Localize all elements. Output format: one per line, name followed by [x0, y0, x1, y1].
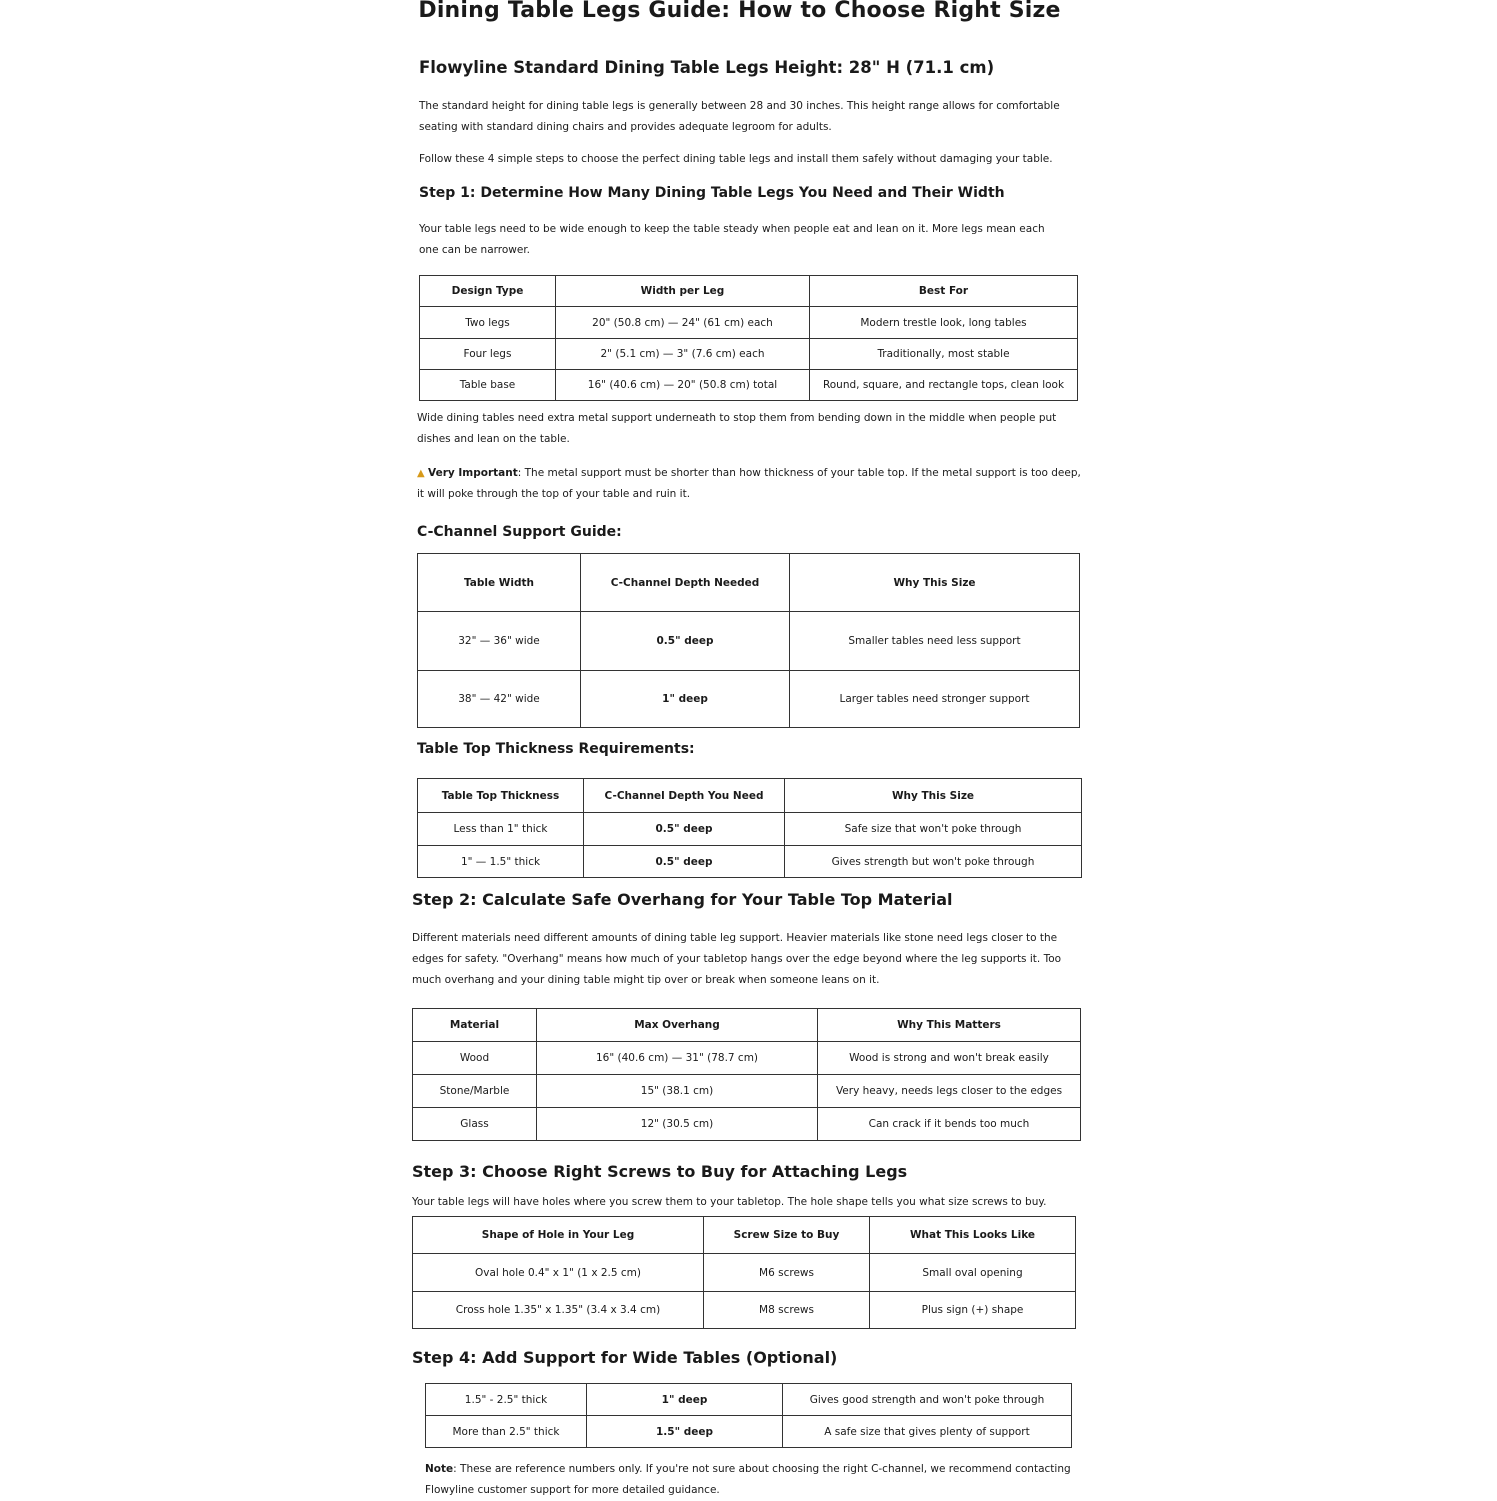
table-cell: 1.5" deep: [587, 1416, 783, 1448]
table-row: [418, 846, 1082, 878]
table-cell: 1.5" - 2.5" thick: [426, 1384, 587, 1416]
table-cell: Can crack if it bends too much: [818, 1108, 1081, 1141]
table-cell: Cross hole 1.35" x 1.35" (3.4 x 3.4 cm): [413, 1292, 704, 1329]
table-header: Screw Size to Buy: [704, 1217, 870, 1254]
table-row: [418, 612, 1080, 671]
table-cell: M6 screws: [704, 1254, 870, 1292]
table-cell: Smaller tables need less support: [790, 612, 1080, 671]
table-header: Why This Matters: [818, 1009, 1081, 1042]
table-row: [420, 307, 1078, 339]
table-cell: M8 screws: [704, 1292, 870, 1329]
table-cell: 38" — 42" wide: [418, 671, 581, 728]
table-cell: More than 2.5" thick: [426, 1416, 587, 1448]
table-cell: Larger tables need stronger support: [790, 671, 1080, 728]
thickness-heading: Table Top Thickness Requirements:: [417, 741, 695, 757]
table-header: Width per Leg: [556, 276, 810, 307]
table-row: [413, 1042, 1081, 1075]
screws-table: [412, 1216, 1076, 1329]
table-cell: 15" (38.1 cm): [537, 1075, 818, 1108]
intro-paragraph-1: The standard height for dining table legs is generally between 28 and 30 inches. This height range allows for comfortable seating with standard dining chairs and provides adequate legroom for adults.: [419, 100, 1060, 133]
warning-icon: ▲: [417, 468, 425, 479]
table-header: Why This Size: [785, 779, 1082, 813]
table-cell: 12" (30.5 cm): [537, 1108, 818, 1141]
warning-label: Very Important: [428, 467, 518, 479]
table-cell: 1" — 1.5" thick: [418, 846, 584, 878]
step3-heading: Step 3: Choose Right Screws to Buy for Attaching Legs: [412, 1162, 908, 1181]
wide-tables-text: Wide dining tables need extra metal support underneath to stop them from bending down in the middle when people put dishes and lean on the table.: [417, 412, 1057, 445]
table-cell: Four legs: [420, 339, 556, 370]
table-cell: 2" (5.1 cm) — 3" (7.6 cm) each: [556, 339, 810, 370]
table-header: Design Type: [420, 276, 556, 307]
table-row: [420, 370, 1078, 401]
table-row: [413, 1075, 1081, 1108]
table-header: Max Overhang: [537, 1009, 818, 1042]
table-cell: 32" — 36" wide: [418, 612, 581, 671]
table-header: C-Channel Depth Needed: [581, 554, 790, 612]
table-row: [426, 1384, 1072, 1416]
table-cell: Very heavy, needs legs closer to the edges: [818, 1075, 1081, 1108]
table-cell: Safe size that won't poke through: [785, 813, 1082, 846]
table-cell: Oval hole 0.4" x 1" (1 x 2.5 cm): [413, 1254, 704, 1292]
warning-text: : The metal support must be shorter than how thickness of your table top. If the metal support is too deep, it will poke through the top of your table and ruin it.: [417, 467, 1081, 500]
overhang-table: [412, 1008, 1081, 1141]
table-header: What This Looks Like: [870, 1217, 1076, 1254]
table-cell: 16" (40.6 cm) — 31" (78.7 cm): [537, 1042, 818, 1075]
note-paragraph: [425, 1459, 1085, 1501]
table-cell: Traditionally, most stable: [810, 339, 1078, 370]
table-cell: 0.5" deep: [584, 813, 785, 846]
table-cell: 1" deep: [587, 1384, 783, 1416]
table-header: Why This Size: [790, 554, 1080, 612]
table-cell: Wood: [413, 1042, 537, 1075]
table-cell: Gives strength but won't poke through: [785, 846, 1082, 878]
table-row: [418, 671, 1080, 728]
table-cell: 20" (50.8 cm) — 24" (61 cm) each: [556, 307, 810, 339]
table-cell: Glass: [413, 1108, 537, 1141]
table-cell: A safe size that gives plenty of support: [783, 1416, 1072, 1448]
warning-paragraph: [417, 463, 1089, 505]
table-header: Best For: [810, 276, 1078, 307]
cchannel-table: [417, 553, 1080, 728]
table-cell: Round, square, and rectangle tops, clean look: [810, 370, 1078, 401]
step2-text: Different materials need different amounts of dining table leg support. Heavier materials like stone need legs closer to the edges for safety. "Overhang" means how much of your tabletop hangs over the edge beyond where the leg supports it. Too much overhang and your dining table might tip over or break when someone leans on it.: [412, 932, 1062, 986]
thickness-table: [417, 778, 1082, 878]
table-row: [418, 813, 1082, 846]
table-cell: Stone/Marble: [413, 1075, 537, 1108]
step4-heading: Step 4: Add Support for Wide Tables (Optional): [412, 1348, 838, 1367]
step3-text: Your table legs will have holes where you screw them to your tabletop. The hole shape tells you what size screws to buy.: [412, 1196, 1047, 1208]
table-cell: 1" deep: [581, 671, 790, 728]
table-cell: Modern trestle look, long tables: [810, 307, 1078, 339]
table-row: [426, 1416, 1072, 1448]
step2-heading: Step 2: Calculate Safe Overhang for Your Table Top Material: [412, 890, 953, 909]
table-cell: Table base: [420, 370, 556, 401]
table-cell: 0.5" deep: [584, 846, 785, 878]
table-header: Table Top Thickness: [418, 779, 584, 813]
table-cell: Small oval opening: [870, 1254, 1076, 1292]
table-cell: 16" (40.6 cm) — 20" (50.8 cm) total: [556, 370, 810, 401]
subtitle-height: Flowyline Standard Dining Table Legs Height: 28" H (71.1 cm): [419, 58, 995, 77]
cchannel-heading: C-Channel Support Guide:: [417, 524, 622, 540]
table-header: Shape of Hole in Your Leg: [413, 1217, 704, 1254]
note-label: Note: [425, 1463, 454, 1475]
table-row: [413, 1108, 1081, 1141]
table-header: Table Width: [418, 554, 581, 612]
step1-text: Your table legs need to be wide enough to keep the table steady when people eat and lean on it. More legs mean each one can be narrower.: [419, 223, 1045, 256]
legs-width-table: [419, 275, 1078, 401]
note-text: : These are reference numbers only. If you're not sure about choosing the right C-channel, we recommend contacting Flowyline customer support for more detailed guidance.: [425, 1463, 1071, 1496]
intro-paragraph-2: Follow these 4 simple steps to choose the perfect dining table legs and install them safely without damaging your table.: [419, 153, 1053, 165]
table-cell: Less than 1" thick: [418, 813, 584, 846]
table-cell: Wood is strong and won't break easily: [818, 1042, 1081, 1075]
table-header: Material: [413, 1009, 537, 1042]
table-cell: Plus sign (+) shape: [870, 1292, 1076, 1329]
table-header: C-Channel Depth You Need: [584, 779, 785, 813]
table-cell: Gives good strength and won't poke through: [783, 1384, 1072, 1416]
wide-support-table: [425, 1383, 1072, 1448]
table-row: [420, 339, 1078, 370]
table-cell: Two legs: [420, 307, 556, 339]
table-row: [413, 1254, 1076, 1292]
step1-heading: Step 1: Determine How Many Dining Table Legs You Need and Their Width: [419, 185, 1005, 201]
table-row: [413, 1292, 1076, 1329]
table-cell: 0.5" deep: [581, 612, 790, 671]
page-title: Dining Table Legs Guide: How to Choose Right Size: [418, 0, 1061, 23]
